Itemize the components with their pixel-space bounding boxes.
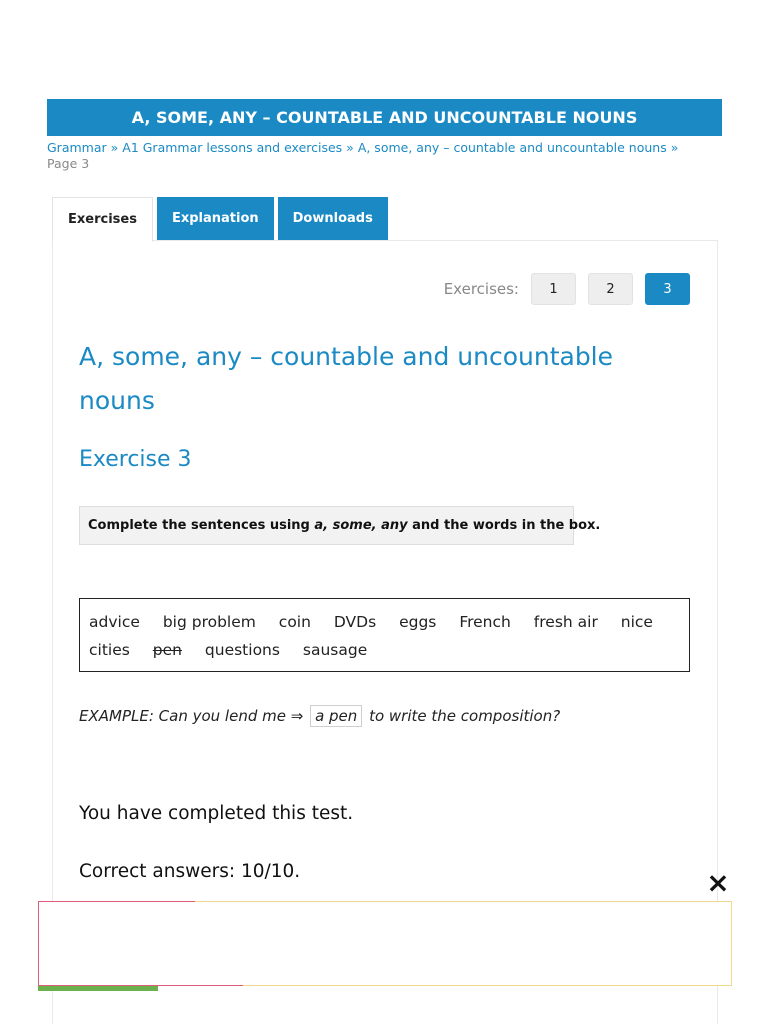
- tab-explanation[interactable]: Explanation: [157, 197, 274, 241]
- word-box-item: eggs: [399, 613, 437, 631]
- example-sentence: [79, 705, 560, 727]
- example-answer: a pen: [310, 705, 362, 727]
- word-box-item: French: [459, 613, 511, 631]
- breadcrumb-link-grammar[interactable]: Grammar: [47, 140, 107, 155]
- breadcrumb-page: Page 3: [47, 156, 90, 171]
- example-prefix: EXAMPLE: Can you lend me ⇒: [79, 707, 304, 725]
- breadcrumb-link-lesson[interactable]: A, some, any – countable and uncountable nouns: [357, 140, 667, 155]
- breadcrumb-separator: »: [110, 140, 119, 155]
- instructions-box: [79, 506, 601, 545]
- example-suffix: to write the composition?: [369, 707, 561, 725]
- breadcrumb-separator: »: [670, 140, 679, 155]
- ad-banner[interactable]: [38, 901, 732, 986]
- word-box-item: questions: [204, 641, 280, 659]
- exercise-pagination: [444, 273, 690, 305]
- exercise-button-1[interactable]: 1: [531, 273, 576, 305]
- close-icon[interactable]: ×: [706, 866, 730, 899]
- word-box-item: DVDs: [333, 613, 377, 631]
- breadcrumb: [47, 140, 727, 172]
- breadcrumb-link-a1-grammar[interactable]: A1 Grammar lessons and exercises: [122, 140, 343, 155]
- tab-bar: [52, 197, 388, 241]
- exercise-button-2[interactable]: 2: [588, 273, 633, 305]
- instructions-suffix: and the words in the box.: [407, 518, 601, 533]
- word-box-item: sausage: [302, 641, 368, 659]
- page-title-bar: A, SOME, ANY – COUNTABLE AND UNCOUNTABLE NOUNS: [47, 99, 722, 136]
- word-box-item: advice: [89, 613, 140, 631]
- word-box-item-struck: pen: [152, 641, 182, 659]
- word-box-item: coin: [278, 613, 311, 631]
- word-box-item: fresh air: [533, 613, 598, 631]
- instructions-prefix: Complete the sentences using: [88, 518, 315, 533]
- score-message: Correct answers: 10/10.: [79, 861, 301, 882]
- word-box-item: big problem: [162, 613, 256, 631]
- exercise-button-3[interactable]: 3: [645, 273, 690, 305]
- exercise-heading: Exercise 3: [79, 447, 192, 472]
- ad-border-accent: [38, 901, 195, 902]
- ad-progress-strip: [38, 986, 158, 991]
- instructions-emphasis: a, some, any: [314, 518, 408, 533]
- word-box-item-part: nice cities: [89, 613, 653, 659]
- word-box: [79, 598, 690, 672]
- lesson-heading: A, some, any – countable and uncountable nouns: [79, 342, 614, 415]
- tab-exercises[interactable]: Exercises: [52, 197, 153, 242]
- tab-downloads[interactable]: Downloads: [278, 197, 388, 241]
- ad-border-accent: [38, 902, 39, 986]
- exercise-pagination-label: Exercises:: [443, 280, 519, 298]
- breadcrumb-separator: »: [346, 140, 354, 155]
- completion-message: You have completed this test.: [79, 803, 354, 824]
